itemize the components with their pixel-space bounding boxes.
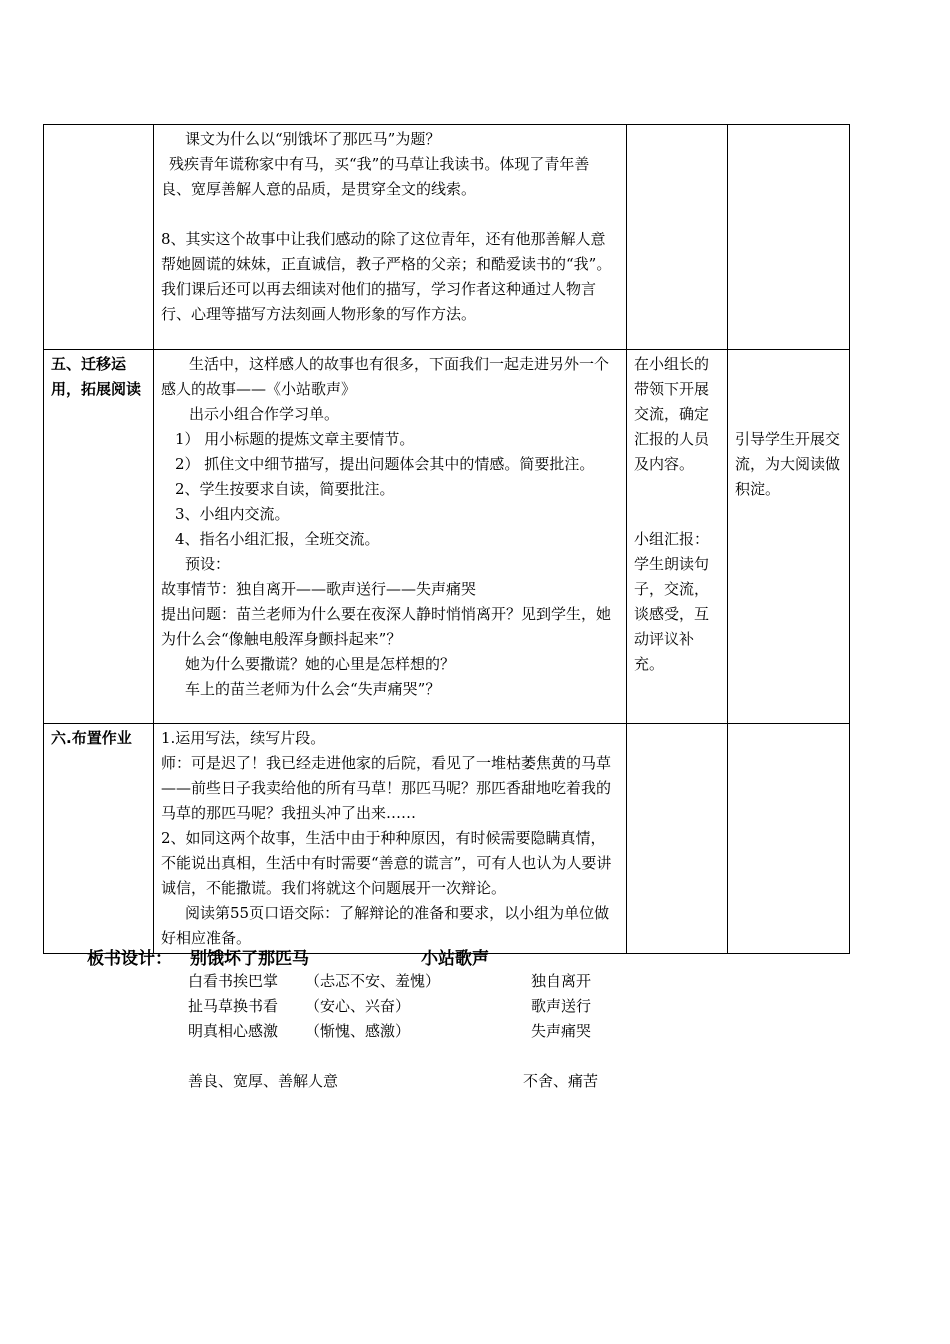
content-cell — [154, 350, 627, 724]
content-cell — [154, 724, 627, 954]
board-feeling: （惭愧、感激） — [305, 1022, 411, 1040]
content-line: 她为什么要撒谎？她的心里是怎样想的？ — [185, 655, 456, 673]
table-row — [44, 125, 850, 350]
content-line: 2） 抓住文中细节描写，提出问题体会其中的情感。简要批注。 — [175, 455, 595, 473]
board-story-line: 独自离开 — [531, 972, 592, 990]
board-story-line: 失声痛哭 — [531, 1022, 592, 1040]
student-activity-cell — [627, 724, 728, 954]
content-line: 车上的苗兰老师为什么会“失声痛哭”？ — [185, 680, 441, 698]
content-line: 提出问题：苗兰老师为什么要在夜深人静时悄悄离开？见到学生，她为什么会“像触电般浑身颤抖起来”？ — [161, 605, 612, 648]
board-plot-line: 白看书挨巴掌 — [188, 972, 279, 990]
student-activity-cell — [627, 350, 728, 724]
content-line: 出示小组合作学习单。 — [189, 405, 340, 423]
content-line: 预设： — [185, 555, 231, 573]
blank-line — [634, 477, 720, 502]
blank-line — [735, 402, 842, 427]
board-label: 板书设计： — [87, 949, 172, 969]
board-feeling: （忐忑不安、羞愧） — [305, 972, 441, 990]
blank-line — [161, 202, 619, 227]
content-line: 1.运用写法，续写片段。 — [161, 729, 326, 747]
content-line: 故事情节：独自离开——歌声送行——失声痛哭 — [161, 580, 477, 598]
board-story-line: 歌声送行 — [531, 997, 592, 1015]
content-line: 2、如同这两个故事，生活中由于种种原因，有时候需要隐瞒真情，不能说出真相，生活中有时需要“善意的谎言”，可有人也认为人要讲诚信，不能撒谎。我们将就这个问题展开一次辩论。 — [161, 829, 612, 897]
content-line: 2、学生按要求自读，简要批注。 — [175, 480, 395, 498]
blank-line — [634, 502, 720, 527]
content-cell — [154, 125, 627, 350]
blank-line — [735, 352, 842, 377]
content-line: 生活中，这样感人的故事也有很多，下面我们一起走进另外一个感人的故事——《小站歌声》 — [161, 355, 610, 398]
table-row — [44, 724, 850, 954]
stage-cell: 六.布置作业 — [44, 724, 154, 954]
board-plot-line: 明真相心感激 — [188, 1022, 279, 1040]
content-line: 师：可是迟了！我已经走进他家的后院，看见了一堆枯萎焦黄的马草——前些日子我卖给他的所有马草！那匹马呢？那匹香甜地吃着我的马草的那匹马呢？我扭头冲了出来…… — [161, 754, 612, 822]
content-line: 8、其实这个故事中让我们感动的除了这位青年，还有他那善解人意帮她圆谎的妹妹，正直诚信，教子严格的父亲；和酷爱读书的“我”。我们课后还可以再去细读对他们的描写，学习作者这种通过人物言行、心理等描写方法刻画人物形象的写作方法。 — [161, 230, 612, 323]
design-intent-cell — [728, 125, 850, 350]
content-line: 3、小组内交流。 — [175, 505, 290, 523]
content-line: 1） 用小标题的提炼文章主要情节。 — [175, 430, 415, 448]
board-plot-line: 扯马草换书看 — [188, 997, 279, 1015]
student-activity-text: 小组汇报：学生朗读句子，交流，谈感受，互动评议补充。 — [634, 530, 710, 673]
design-intent-cell — [728, 350, 850, 724]
student-activity-cell — [627, 125, 728, 350]
stage-cell: 五、迁移运用，拓展阅读 — [44, 350, 154, 724]
content-line: 残疾青年谎称家中有马，买“我”的马草让我读书。体现了青年善良、宽厚善解人意的品质，是贯穿全文的线索。 — [161, 155, 590, 198]
lesson-plan-table — [43, 124, 850, 954]
table-row — [44, 350, 850, 724]
design-intent-text: 引导学生开展交流，为大阅读做积淀。 — [735, 430, 841, 498]
board-title-left: 别饿坏了那匹马 — [190, 949, 309, 969]
design-intent-cell — [728, 724, 850, 954]
board-title-right: 小站歌声 — [421, 949, 489, 969]
board-summary-right: 不舍、痛苦 — [523, 1072, 599, 1090]
content-line: 阅读第55页口语交际：了解辩论的准备和要求，以小组为单位做好相应准备。 — [161, 904, 610, 947]
stage-cell — [44, 125, 154, 350]
content-line: 课文为什么以“别饿坏了那匹马”为题？ — [185, 130, 441, 148]
board-feeling: （安心、兴奋） — [305, 997, 411, 1015]
content-line: 4、指名小组汇报，全班交流。 — [175, 530, 380, 548]
student-activity-text: 在小组长的带领下开展交流，确定汇报的人员及内容。 — [634, 355, 710, 473]
board-summary-left: 善良、宽厚、善解人意 — [188, 1072, 339, 1090]
blank-line — [735, 377, 842, 402]
